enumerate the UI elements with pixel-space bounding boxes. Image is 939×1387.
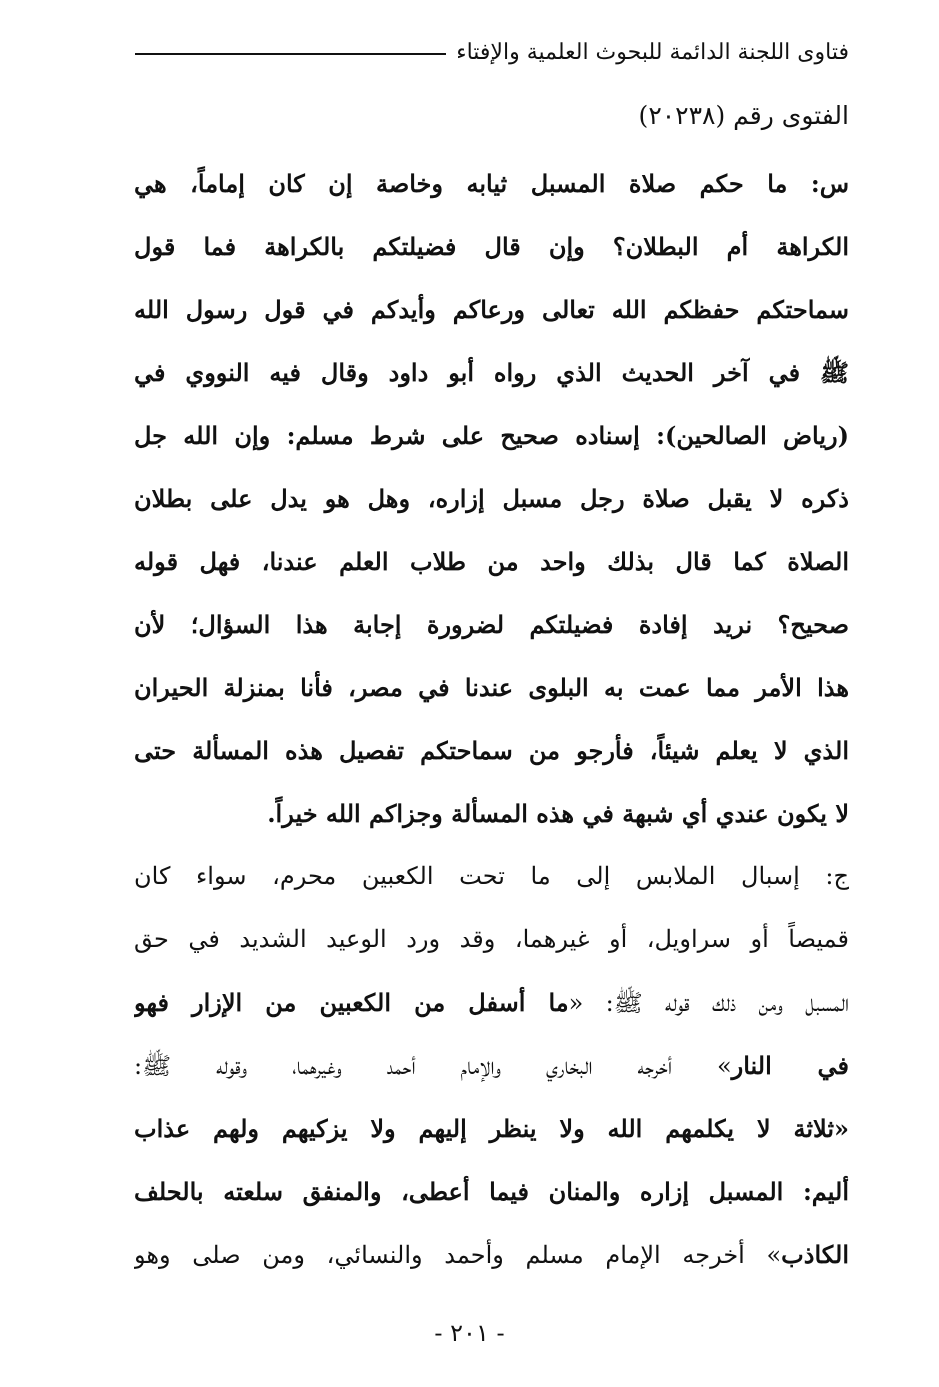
question-line: س: ما حكم صلاة المسبل ثيابه وخاصة إن كان إماماً، هي xyxy=(134,169,849,198)
answer-line: ج: إسبال الملابس إلى ما تحت الكعبين محرم، سواء كان xyxy=(134,862,849,890)
question-line: هذا الأمر مما عمت به البلوى عندنا في مصر، فأنا بمنزلة الحيران xyxy=(134,673,849,702)
question-line: الذي لا يعلم شيئاً، فأرجو من سماحتكم تفصيل هذه المسألة حتى xyxy=(134,736,849,765)
answer-line xyxy=(134,971,849,1034)
answer-line: قميصاً أو سراويل، أو غيرهما، وقد ورد الوعيد الشديد في حق xyxy=(134,925,849,953)
fatwa-number: الفتوى رقم (٢٠٢٣٨) xyxy=(638,101,849,130)
header-rule xyxy=(135,53,446,55)
answer-text: » أخرجه البخاري والإمام أحمد وغيرهما، وقوله ﷺ: xyxy=(134,1052,732,1080)
answer-line xyxy=(134,1223,849,1286)
question-line: الكراهة أم البطلان؟ وإن قال فضيلتكم بالكراهة فما قول xyxy=(134,232,849,261)
body-text xyxy=(134,152,849,1286)
hadith-quote-line: أليم: المسبل إزاره والمنان فيما أعطى، والمنفق سلعته بالحلف xyxy=(134,1177,849,1206)
question-line: الصلاة كما قال بذلك واحد من طلاب العلم عندنا، فهل قوله xyxy=(134,547,849,576)
answer-line xyxy=(134,1034,849,1097)
question-line: ﷺ في آخر الحديث الذي رواه أبو داود وقال فيه النووي في xyxy=(134,358,849,387)
hadith-quote: الكاذب xyxy=(781,1240,849,1269)
running-header xyxy=(135,32,849,72)
question-line: (رياض الصالحين): إسناده صحيح على شرط مسلم: وإن الله جل xyxy=(134,421,849,450)
question-line: صحيح؟ نريد إفادة فضيلتكم لضرورة إجابة هذا السؤال؛ لأن xyxy=(134,610,849,639)
question-line: ذكره لا يقبل صلاة رجل مسبل إزاره، وهل هو يدل على بطلان xyxy=(134,484,849,513)
question-line: لا يكون عندي أي شبهة في هذه المسألة وجزاكم الله خيراً. xyxy=(267,799,849,828)
hadith-quote: ما أسفل من الكعبين من الإزار فهو xyxy=(134,988,569,1017)
question-line: سماحتكم حفظكم الله تعالى ورعاكم وأيدكم في قول رسول الله xyxy=(134,295,849,324)
question-block xyxy=(134,152,849,845)
answer-block xyxy=(134,845,849,1286)
running-title: فتاوى اللجنة الدائمة للبحوث العلمية والإفتاء xyxy=(456,39,849,65)
answer-text: » أخرجه الإمام مسلم وأحمد والنسائي، ومن صلى وهو xyxy=(134,1241,782,1269)
hadith-quote-line: «ثلاثة لا يكلمهم الله ولا ينظر إليهم ولا يزكيهم ولهم عذاب xyxy=(134,1114,849,1143)
hadith-quote: في النار xyxy=(731,1051,849,1080)
answer-text: المسبل ومن ذلك قوله ﷺ: « xyxy=(568,989,849,1017)
page-number: - ٢٠١ - xyxy=(434,1319,505,1347)
